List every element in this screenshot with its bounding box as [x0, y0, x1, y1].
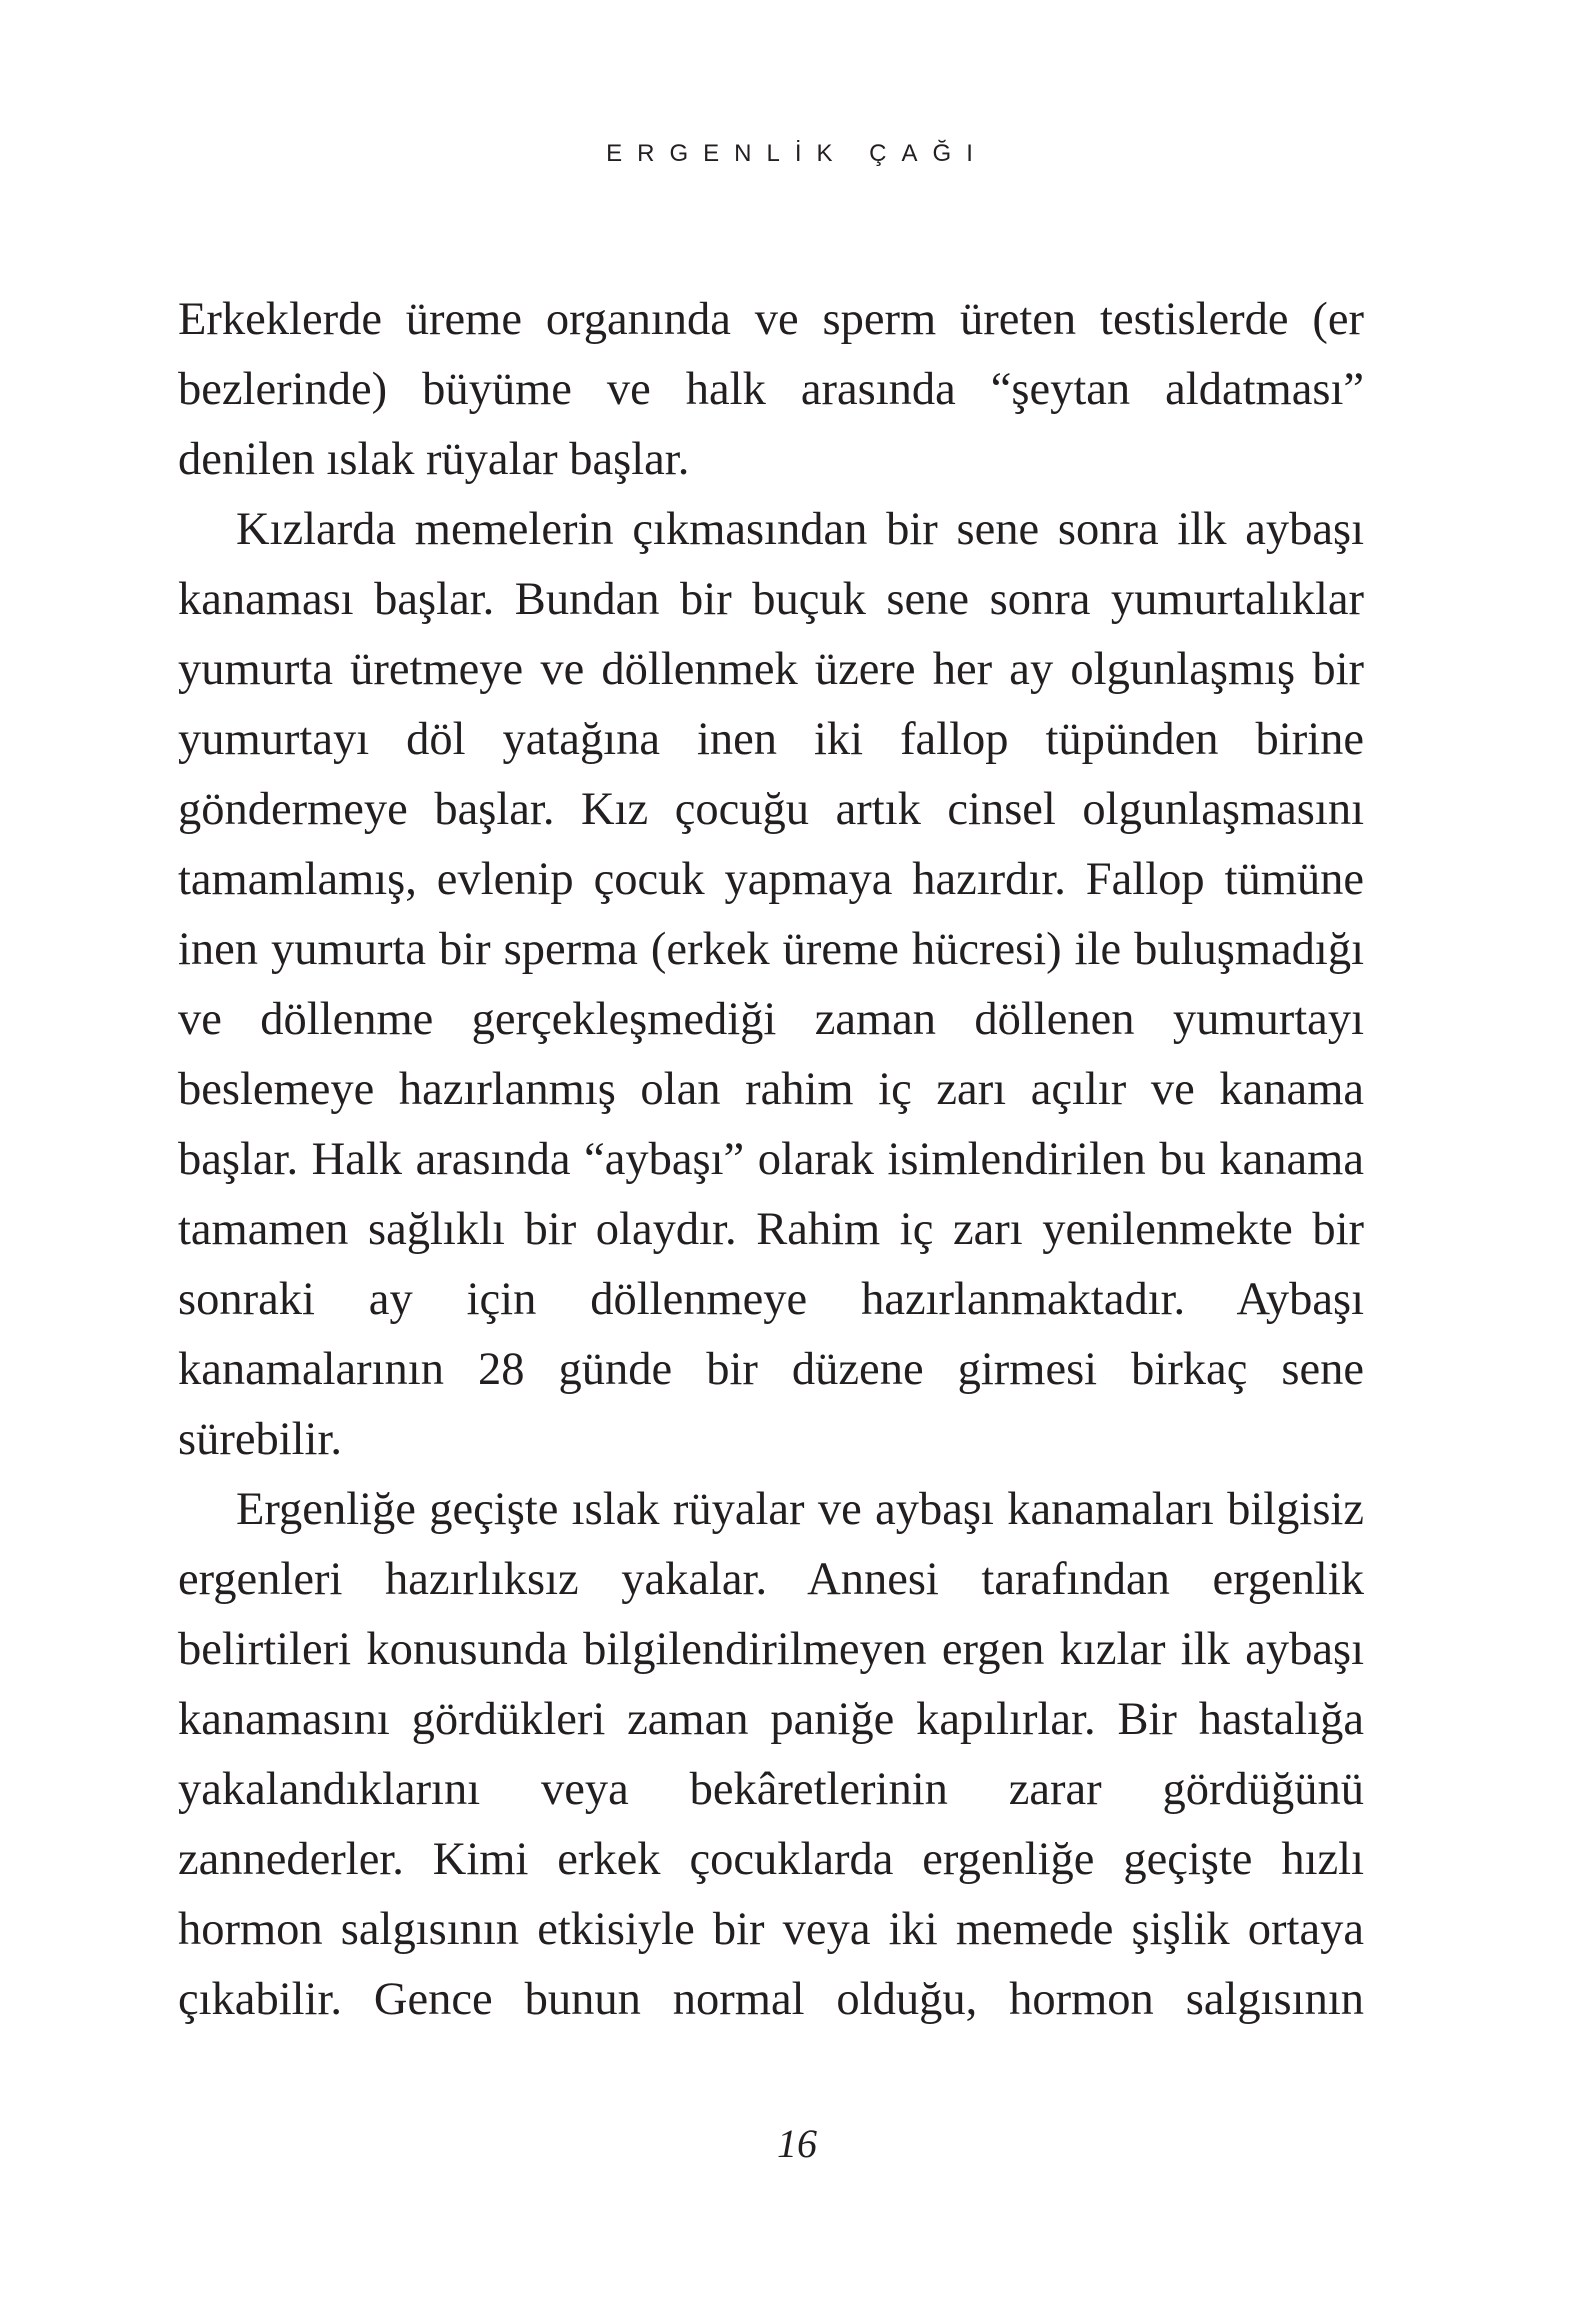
paragraph-1: Erkeklerde üreme organında ve sperm üreten testislerde (er bezlerinde) büyüme ve halk arasında “şeytan aldatması” denilen ıslak rüyalar başlar. [178, 294, 1364, 485]
body-text [178, 285, 1364, 2035]
paragraph-3: Ergenliğe geçişte ıslak rüyalar ve aybaşı kanamaları bilgisiz ergenleri hazırlıksız yakalar. Annesi tarafından ergenlik belirtileri konusunda bilgilendirilmeyen ergen kızlar ilk aybaşı kanamasını gördükleri zaman paniğe kapılırlar. Bir hastalığa yakalandıklarını veya bekâretlerinin zarar gördüğünü zannederler. Kimi erkek çocuklarda ergenliğe geçişte hızlı hormon salgısının etkisiyle bir veya iki memede şişlik ortaya çıkabilir. Gence bunun normal olduğu, hormon salgısının [178, 1484, 1364, 2025]
running-header: ERGENLİK ÇAĞI [606, 140, 988, 167]
page-number: 16 [777, 2121, 817, 2166]
paragraph-2: Kızlarda memelerin çıkmasından bir sene sonra ilk aybaşı kanaması başlar. Bundan bir buçuk sene sonra yumurtalıklar yumurta üretmeye ve döllenmek üzere her ay olgunlaşmış bir yumurtayı döl yatağına inen iki fallop tüpünden birine göndermeye başlar. Kız çocuğu artık cinsel olgunlaşmasını tamamlamış, evlenip çocuk yapmaya hazırdır. Fallop tümüne inen yumurta bir sperma (erkek üreme hücresi) ile buluşmadığı ve döllenme gerçekleşmediği zaman döllenen yumurtayı beslemeye hazırlanmış olan rahim iç zarı açılır ve kanama başlar. Halk arasında “aybaşı” olarak isimlendirilen bu kanama tamamen sağlıklı bir olaydır. Rahim iç zarı yenilenmekte bir sonraki ay için döllenmeye hazırlanmaktadır. Aybaşı kanamalarının 28 günde bir düzene girmesi birkaç sene sürebilir. [178, 504, 1364, 1465]
